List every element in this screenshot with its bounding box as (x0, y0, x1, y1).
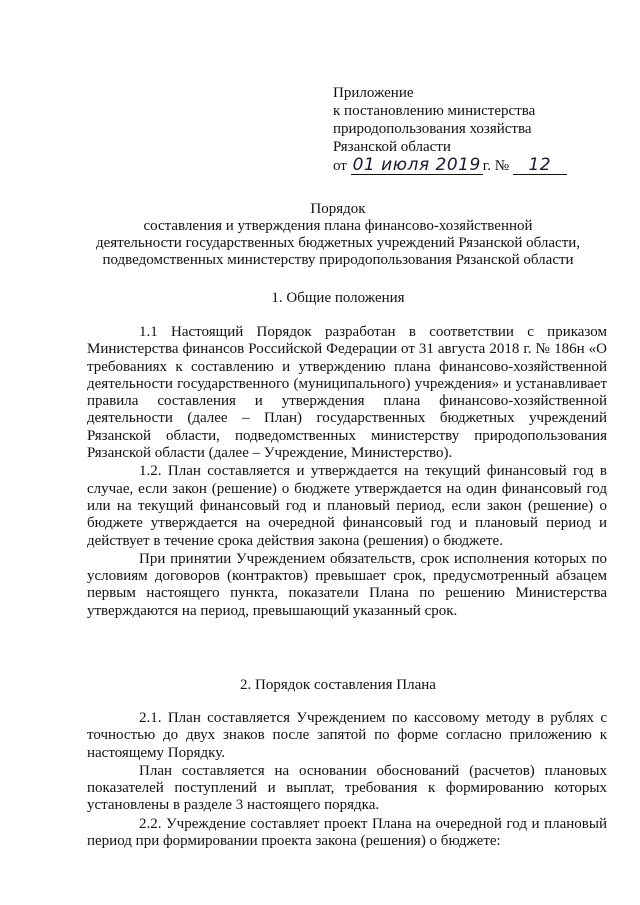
paragraph: 1.1 Настоящий Порядок разработан в соответствии с приказом Министерства финансов Российской Федерации от 31 августа 2018 г. № 186н «О требованиях к составлению и утверждению плана финансово-хозяйственной деятельности государственного (муниципального) учреждения» и устанавливает правила составления и утверждения плана финансово-хозяйственной деятельности (далее – План) государственных бюджетных учреждений Рязанской области, подведомственных министерству природопользования Рязанской области (далее – Учреждение, Министерство). (87, 324, 607, 462)
title-line: составления и утверждения плана финансово-хозяйственной (143, 218, 533, 234)
handwritten-number: 12 (513, 156, 567, 175)
appendix-line-3: природопользования хозяйства (333, 121, 532, 137)
appendix-line-4: Рязанской области (333, 139, 451, 155)
section-1-body (87, 324, 607, 620)
section-1-heading: 1. Общие положения (271, 290, 405, 306)
paragraph: При принятии Учреждением обязательств, срок исполнения которых по условиям договоров (контрактов) превышает срок, предусмотренный абзацем первым настоящего пункта, показатели Плана по решению Министерства утверждаются на период, превышающий указанный срок. (87, 550, 607, 619)
date-prefix: от (333, 158, 347, 174)
paragraph: 2.2. Учреждение составляет проект Плана на очередной год и плановый период при формировании проекта закона (решения) о бюджете: (87, 815, 607, 850)
title-line: подведомственных министерству природопользования Рязанской области (102, 252, 574, 268)
appendix-header (333, 84, 613, 175)
title-line: деятельности государственных бюджетных учреждений Рязанской области, (95, 235, 581, 251)
document-title (58, 201, 618, 269)
paragraph: 2.1. План составляется Учреждением по кассовому методу в рублях с точностью до двух знаков после запятой по форме согласно приложению к настоящему Порядку. (87, 710, 607, 761)
title-heading: Порядок (310, 201, 366, 217)
appendix-date-line (333, 156, 613, 175)
handwritten-date: 01 июля 2019 (352, 155, 481, 175)
paragraph: План составляется на основании обоснований (расчетов) плановых показателей поступлений и выплат, требования к формированию которых установлены в разделе 3 настоящего порядка. (87, 762, 607, 814)
section-2-body (87, 710, 607, 850)
year-number-label: г. № (482, 158, 510, 174)
paragraph: 1.2. План составляется и утверждается на текущий финансовый год в случае, если закон (решение) о бюджете утверждается на один финансовый год или на текущий финансовый год и плановый период, если закон (решение) о бюджете утверждается на очередной финансовый год и плановый период и действует в течение срока действия закона (решения) о бюджете. (87, 463, 607, 549)
appendix-label: Приложение (333, 85, 414, 101)
section-2-heading: 2. Порядок составления Плана (240, 677, 436, 693)
appendix-line-2: к постановлению министерства (333, 103, 536, 119)
